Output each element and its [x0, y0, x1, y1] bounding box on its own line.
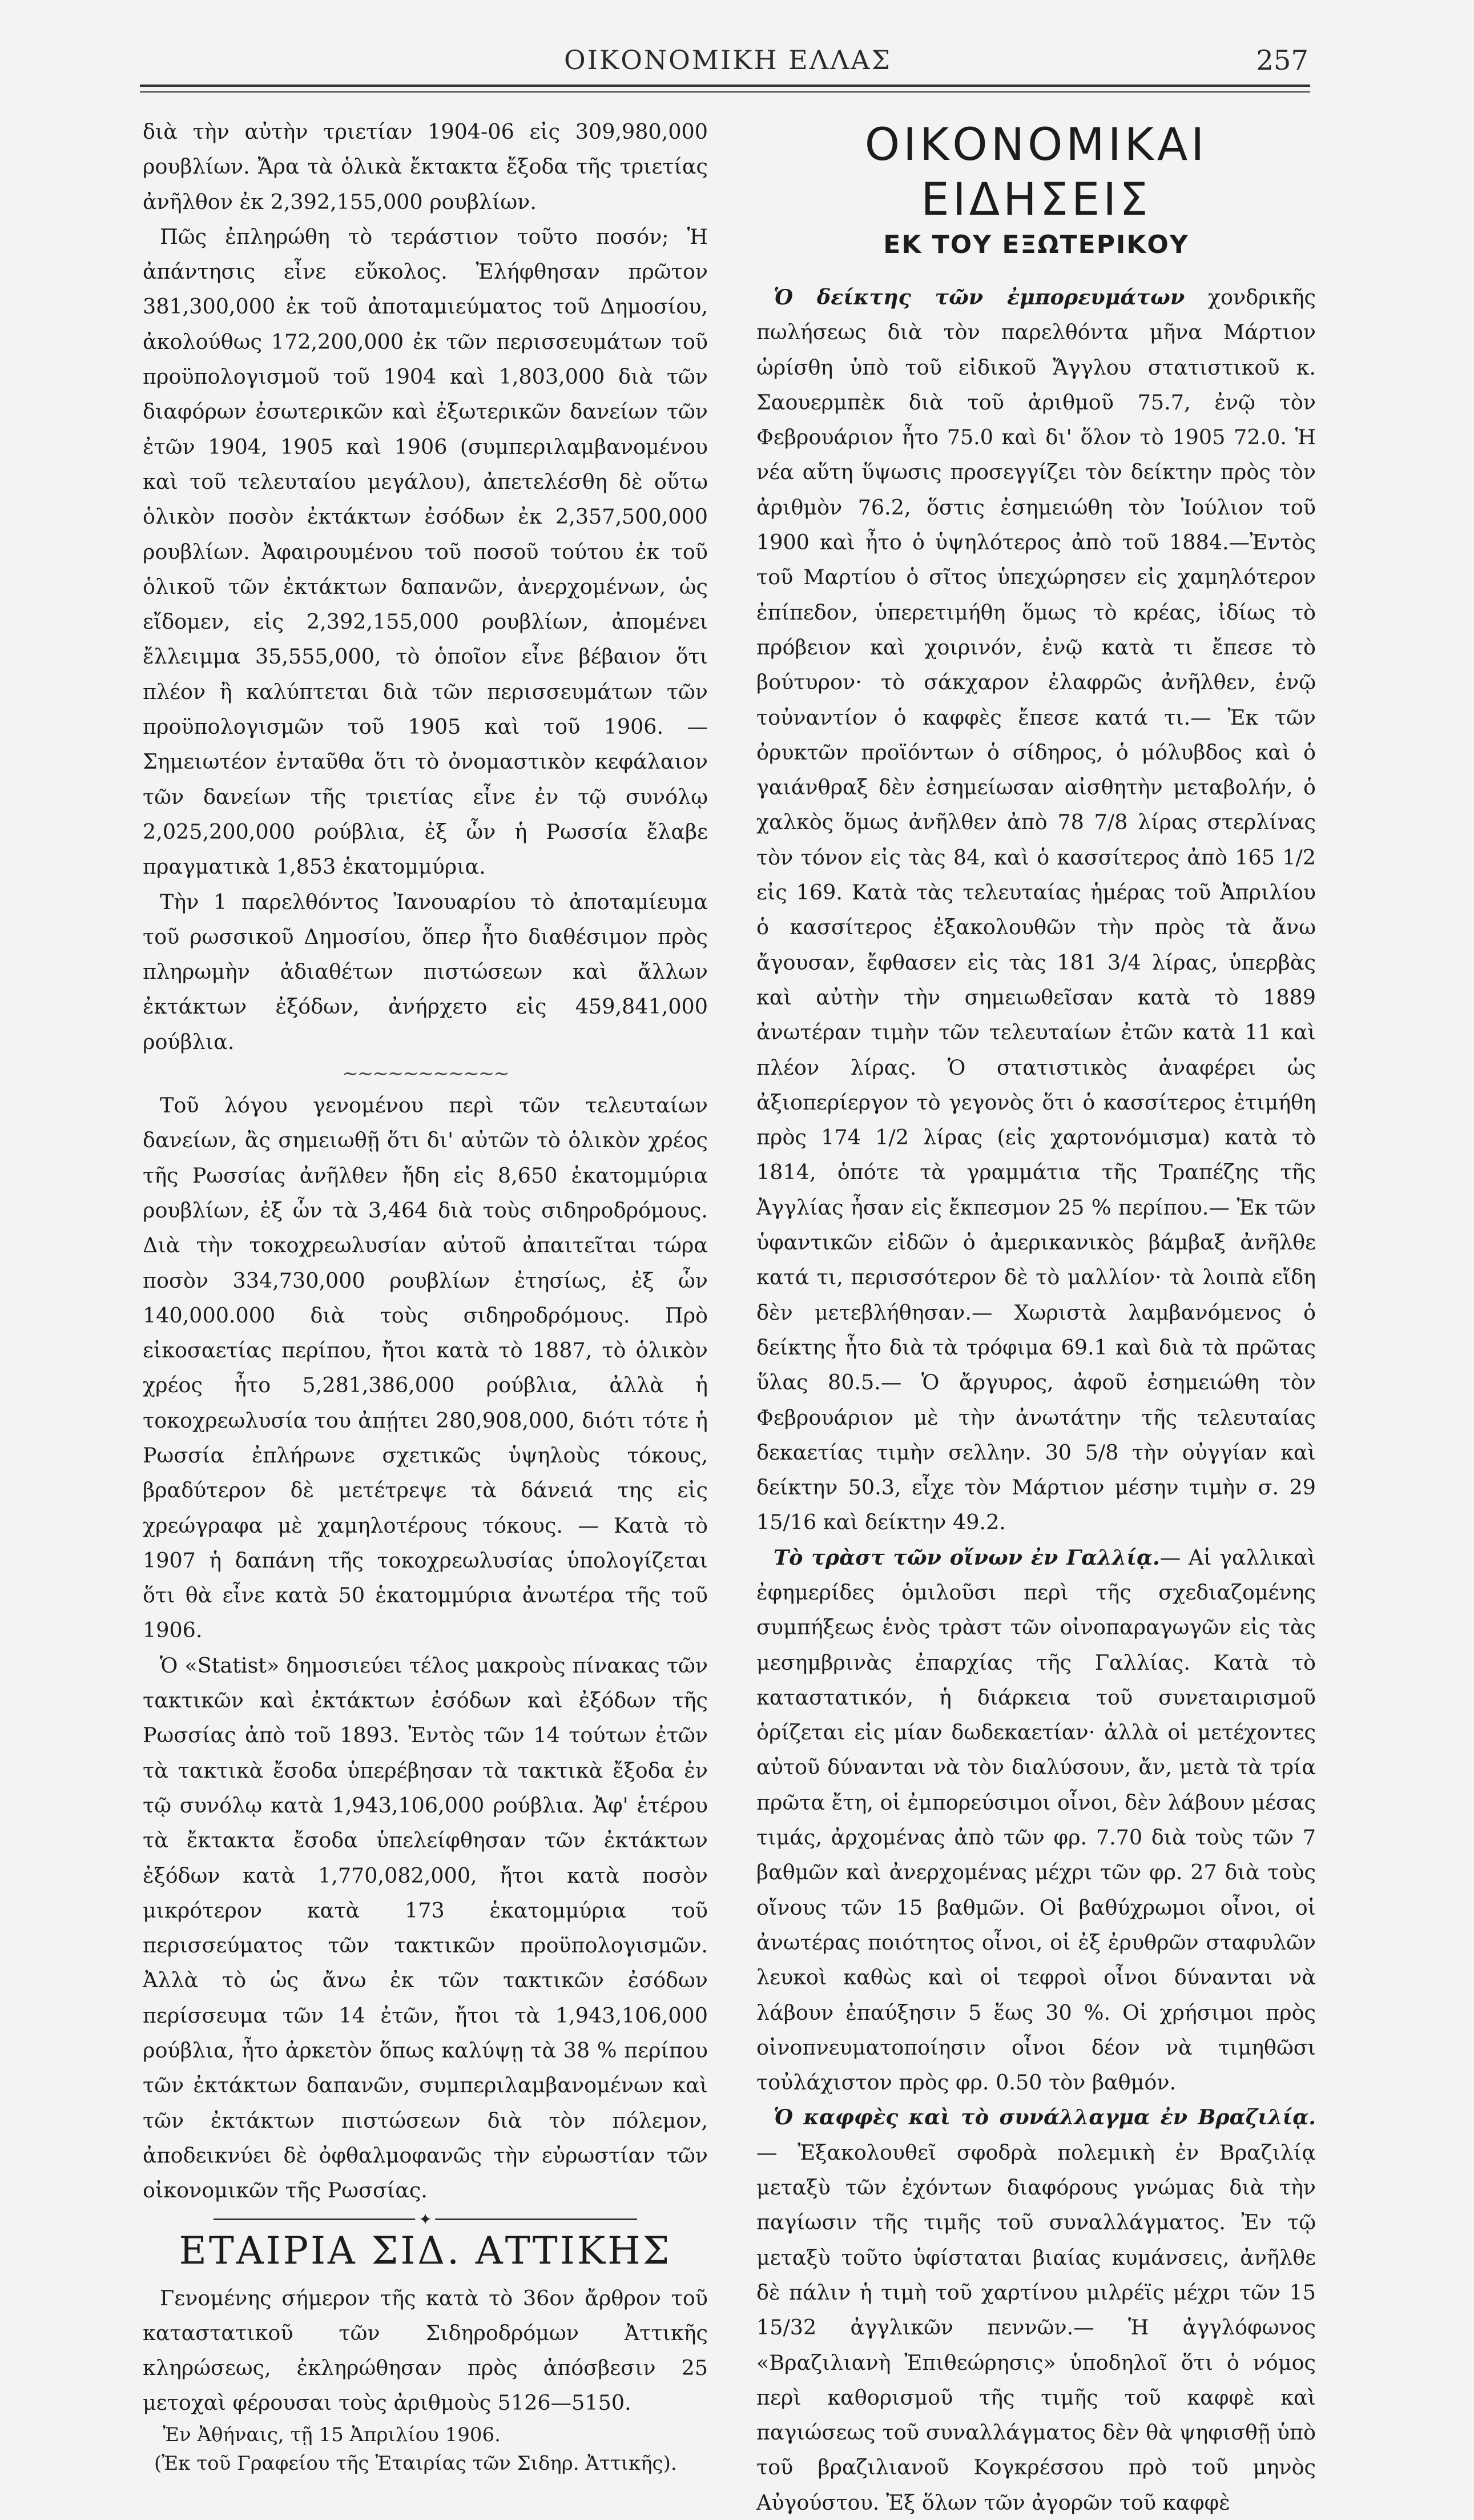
news-item-lead: Ὁ καφφὲς καὶ τὸ συνάλλαγμα ἐν Βραζιλίᾳ.: [774, 2105, 1316, 2130]
news-item-lead: Τὸ τρὰστ τῶν οἴνων ἐν Γαλλίᾳ.: [774, 1545, 1160, 1570]
divider-ornament: ✦: [415, 2210, 435, 2229]
paragraph-national-debt: Τοῦ λόγου γενομένου περὶ τῶν τελευταίων δανείων, ἂς σημειωθῇ ὅτι δι' αὐτῶν τὸ ὁλικὸν χρέος τῆς Ρωσσίας ἀνῆλθεν ἤδη εἰς 8,650 ἑκατομμύρια ρουβλίων, ἐξ ὧν τὰ 3,464 διὰ τοὺς σιδηροδρόμους. Διὰ τὴν τοκοχρεωλυσίαν αὐτοῦ ἀπαιτεῖται τώρα ποσὸν 334,730,000 ρουβλίων ἐτησίως, ἐξ ὧν 140,000.000 διὰ τοὺς σιδηροδρόμους. Πρὸ εἰκοσαετίας περίπου, ἤτοι κατὰ τὸ 1887, τὸ ὁλικὸν χρέος ἦτο 5,281,386,000 ρούβλια, ἀλλὰ ἡ τοκοχρεωλυσία του ἀπῄτει 280,908,000, διότι τότε ἡ Ρωσσία ἐπλήρωνε σχετικῶς ὑψηλοὺς τόκους, βραδύτερον δὲ μετέτρεψε τὰ δάνειά της εἰς χρεώγραφα μὲ χαμηλοτέρους τόκους. — Κατὰ τὸ 1907 ἡ δαπάνη τῆς τοκοχρεωλυσίας ὑπολογίζεται ὅτι θὰ εἶνε κατὰ 50 ἑκατομμύρια ἀνωτέρα τῆς τοῦ 1906.: [143, 1093, 708, 1643]
news-item-brazil-coffee: [756, 2100, 1316, 2520]
paragraph-statist-tables: Ὁ «Statist» δημοσιεύει τέλος μακροὺς πίνακας τῶν τακτικῶν καὶ ἐκτάκτων ἐσόδων καὶ ἐξόδων τῆς Ρωσσίας ἀπὸ τοῦ 1893. Ἐντὸς τῶν 14 τούτων ἐτῶν τὰ τακτικὰ ἔσοδα ὑπερέβησαν τὰ τακτικὰ ἔξοδα ἐν τῷ συνόλῳ κατὰ 1,943,106,000 ρούβλια. Ἀφ' ἑτέρου τὰ ἔκτακτα ἔσοδα ὑπελείφθησαν τῶν ἐκτάκτων ἐξόδων κατὰ 1,770,082,000, ἤτοι κατὰ ποσὸν μικρότερον κατὰ 173 ἑκατομμύρια τοῦ περισσεύματος τῶν τακτικῶν προϋπολογισμῶν. Ἀλλὰ τὸ ὡς ἄνω ἐκ τῶν τακτικῶν ἐσόδων περίσσευμα τῶν 14 ἐτῶν, ἤτοι τὰ 1,943,106,000 ρούβλια, ἦτο ἀρκετὸν ὅπως καλύψῃ τὰ 38 % περίπου τῶν ἐκτάκτων δαπανῶν, συμπεριλαμβανομένων καὶ τῶν ἐκτάκτων πιστώσεων διὰ τὸν πόλεμον, ἀποδεικνύει δὲ ὀφθαλμοφανῶς τὴν εὐρωστίαν τῶν οἰκονομικῶν τῆς Ρωσσίας.: [143, 1653, 708, 2203]
news-item-body: — Αἱ γαλλικαὶ ἐφημερίδες ὁμιλοῦσι περὶ τῆς σχεδιαζομένης συμπήξεως ἑνὸς τρὰστ τῶν οἰνοπαραγωγῶν εἰς τὰς μεσημβρινὰς ἐπαρχίας τῆς Γαλλίας. Κατὰ τὸ καταστατικόν, ἡ διάρκεια τοῦ συνεταιρισμοῦ ὁρίζεται εἰς μίαν δωδεκαετίαν· ἀλλὰ οἱ μετέχοντες αὐτοῦ δύνανται νὰ τὸν διαλύσουν, ἄν, μετὰ τὰ τρία πρῶτα ἔτη, οἱ ἐμπορεύσιμοι οἶνοι, δὲν λάβουν μέσας τιμάς, ἀρχομένας ἀπὸ τῶν φρ. 7.70 διὰ τοὺς τῶν 7 βαθμῶν καὶ ἀνερχομένας μέχρι τῶν φρ. 27 διὰ τοὺς οἴνους τῶν 15 βαθμῶν. Οἱ βαθύχρωμοι οἶνοι, οἱ ἀνωτέρας ποιότητος οἶνοι, οἱ ἐξ ἐρυθρῶν σταφυλῶν λευκοὶ καθὼς καὶ οἱ τεφροὶ οἶνοι δύνανται νὰ λάβουν ἐπαύξησιν 5 ἕως 30 %. Οἱ χρήσιμοι πρὸς οἰνοπνευματοποίησιν οἶνοι δέον νὰ τιμηθῶσι τοὐλάχιστον πρὸς φρ. 0.50 τὸν βαθμόν.: [756, 1545, 1316, 2095]
paragraph-how-paid: Πῶς ἐπληρώθη τὸ τεράστιον τοῦτο ποσόν; Ἡ ἀπάντησις εἶνε εὔκολος. Ἐλήφθησαν πρῶτον 381,300,000 ἐκ τοῦ ἀποταμιεύματος τοῦ Δημοσίου, ἀκολούθως 172,200,000 ἐκ τῶν περισσευμάτων τοῦ προϋπολογισμοῦ τοῦ 1904 καὶ 1,803,000 διὰ τῶν διαφόρων ἐσωτερικῶν καὶ ἐξωτερικῶν δανείων τῶν ἐτῶν 1904, 1905 καὶ 1906 (συμπεριλαμβανομένου καὶ τοῦ τελευταίου μεγάλου), ἀπετελέσθη δὲ οὕτω ὁλικὸν ποσὸν ἐκτάκτων ἐσόδων ἐκ 2,357,500,000 ρουβλίων. Ἀφαιρουμένου τοῦ ποσοῦ τούτου ἐκ τοῦ ὁλικοῦ τῶν ἐκτάκτων δαπανῶν, ἀνερχομένων, ὡς εἴδομεν, εἰς 2,392,155,000 ρουβλίων, ἀπομένει ἔλλειμμα 35,555,000, τὸ ὁποῖον εἶνε βέβαιον ὅτι πλέον ἢ καλύπτεται διὰ τῶν περισσευμάτων τῶν προϋπολογισμῶν τοῦ 1905 καὶ τοῦ 1906. — Σημειωτέον ἐνταῦθα ὅτι τὸ ὀνομαστικὸν κεφάλαιον τῶν δανείων τῆς τριετίας εἶνε ἐν τῷ συνόλῳ 2,025,200,000 ρούβλια, ἐξ ὧν ἡ Ρωσσία ἔλαβε πραγματικὰ 1,853 ἑκατομμύρια.: [143, 224, 708, 879]
section-divider: [214, 2209, 638, 2229]
left-column: [143, 114, 708, 2478]
notice-signature: (Ἐκ τοῦ Γραφείου τῆς Ἐταιρίας τῶν Σιδηρ. Ἀττικῆς).: [154, 2451, 677, 2475]
wavy-divider: ~~~~~~~~~~~: [342, 1062, 509, 1086]
news-item-body: — Ἐξακολουθεῖ σφοδρὰ πολεμικὴ ἐν Βραζιλίᾳ μεταξὺ τῶν ἐχόντων διαφόρους γνώμας διὰ τὴν παγίωσιν τῆς τιμῆς τοῦ συναλλάγματος. Ἐν τῷ μεταξὺ τοῦτο ὑφίσταται βιαίας κυμάνσεις, ἀνῆλθε δὲ πάλιν ἡ τιμὴ τοῦ χαρτίνου μιλρέϊς μέχρι τῶν 15 15/32 ἀγγλικῶν πεννῶν.— Ἡ ἀγγλόφωνος «Βραζιλιανὴ Ἐπιθεώρησις» ὑποδηλοῖ ὅτι ὁ νόμος περὶ καθορισμοῦ τῆς τιμῆς τοῦ καφφὲ καὶ παγιώσεως τοῦ συναλλάγματος δὲν θὰ ψηφισθῇ ὑπὸ τοῦ βραζιλιανοῦ Κογκρέσσου πρὸ τοῦ μηνὸς Αὐγούστου. Ἐξ ὅλων τῶν ἀγορῶν τοῦ καφφὲ: [756, 2140, 1316, 2515]
running-title: ΟΙΚΟΝΟΜΙΚΗ ΕΛΛΑΣ: [563, 45, 892, 75]
notice-date: Ἐν Ἀθήναις, τῇ 15 Ἀπριλίου 1906.: [163, 2423, 501, 2446]
header-rule: [140, 85, 1310, 87]
company-notice-heading: ΕΤΑΙΡΙΑ ΣΙΔ. ΑΤΤΙΚΗΣ: [179, 2228, 672, 2273]
company-notice-text: Γενομένης σήμερον τῆς κατὰ τὸ 36ον ἄρθρον τοῦ καταστατικοῦ τῶν Σιδηροδρόμων Ἀττικῆς κληρώσεως, ἐκληρώθησαν πρὸς ἀπόσβεσιν 25 μετοχαὶ φέρουσαι τοὺς ἀριθμοὺς 5126—5150.: [143, 2285, 708, 2415]
page-number: 257: [1256, 45, 1308, 77]
section-subtitle: ΕΚ ΤΟΥ ΕΞΩΤΕΡΙΚΟΥ: [883, 230, 1189, 259]
paragraph-treasury-reserve: Τὴν 1 παρελθόντος Ἰανουαρίου τὸ ἀποταμίευμα τοῦ ρωσσικοῦ Δημοσίου, ὅπερ ἦτο διαθέσιμον πρὸς πληρωμὴν ἀδιαθέτων πιστώσεων καὶ ἄλλων ἐκτάκτων ἐξόδων, ἀνήρχετο εἰς 459,841,000 ρούβλια.: [143, 889, 708, 1054]
news-item-price-index: [756, 280, 1316, 1540]
right-column: [756, 114, 1316, 2520]
header-rule-thin: [140, 91, 1310, 93]
news-item-lead: Ὁ δείκτης τῶν ἐμπορευμάτων: [774, 285, 1185, 310]
paragraph-expenses-total: διὰ τὴν αὐτὴν τριετίαν 1904-06 εἰς 309,980,000 ρουβλίων. Ἄρα τὰ ὁλικὰ ἔκτακτα ἔξοδα τῆς τριετίας ἀνῆλθον ἐκ 2,392,155,000 ρουβλίων.: [143, 119, 708, 214]
news-item-wine-trust: [756, 1540, 1316, 2100]
section-title: ΟΙΚΟΝΟΜΙΚΑΙ ΕΙΔΗΣΕΙΣ: [864, 119, 1208, 226]
news-item-body: χονδρικῆς πωλήσεως διὰ τὸν παρελθόντα μῆνα Μάρτιον ὡρίσθη ὑπὸ τοῦ εἰδικοῦ Ἄγγλου στατιστικοῦ κ. Σαουερμπὲκ διὰ τοῦ ἀριθμοῦ 75.7, ἐνῷ τὸν Φεβρουάριον ἦτο 75.0 καὶ δι' ὅλον τὸ 1905 72.0. Ἡ νέα αὕτη ὕψωσις προσεγγίζει τὸν δείκτην πρὸς τὸν ἀριθμὸν 76.2, ὅστις ἐσημειώθη τὸν Ἰούλιον τοῦ 1900 καὶ ἦτο ὁ ὑψηλότερος ἀπὸ τοῦ 1884.—Ἐντὸς τοῦ Μαρτίου ὁ σῖτος ὑπεχώρησεν εἰς χαμηλότερον ἐπίπεδον, ὑπερετιμήθη ὅμως τὸ κρέας, ἰδίως τὸ πρόβειον καὶ χοιρινόν, ἐνῷ κατὰ τι ἔπεσε τὸ βούτυρον· τὸ σάκχαρον ἐλαφρῶς ἀνῆλθεν, ἐνῷ τοὐναντίον ὁ καφφὲς ἔπεσε κατά τι.— Ἐκ τῶν ὀρυκτῶν προϊόντων ὁ σίδηρος, ὁ μόλυβδος καὶ ὁ γαιάνθραξ δὲν ἐσημείωσαν αἰσθητὴν μεταβολήν, ὁ χαλκὸς ὅμως ἀνῆλθεν ἀπὸ 78 7/8 λίρας στερλίνας τὸν τόνον εἰς τὰς 84, καὶ ὁ κασσίτερος ἀπὸ 165 1/2 εἰς 169. Κατὰ τὰς τελευταίας ἡμέρας τοῦ Ἀπριλίου ὁ κασσίτερος ἐξακολουθῶν τὴν πρὸς τὰ ἄνω ἄγουσαν, ἔφθασεν εἰς τὰς 181 3/4 λίρας, ὑπερβὰς καὶ αὐτὴν τὴν σημειωθεῖσαν κατὰ τὸ 1889 ἀνωτέραν τιμὴν τῶν τελευταίων ἐτῶν κατὰ 11 καὶ πλέον λίρας. Ὁ στατιστικὸς ἀναφέρει ὡς ἀξιοπερίεργον τὸ γεγονὸς ὅτι ὁ κασσίτερος ἐτιμήθη πρὸς 174 1/2 λίρας (εἰς χαρτονόμισμα) κατὰ τὸ 1814, ὁπότε τὰ γραμμάτια τῆς Τραπέζης τῆς Ἀγγλίας ἦσαν εἰς ἔκπεσμον 25 % περίπου.— Ἐκ τῶν ὑφαντικῶν εἰδῶν ὁ ἀμερικανικὸς βάμβαξ ἀνῆλθε κατά τι, περισσότερον δὲ τὸ μαλλίον· τὰ λοιπὰ εἴδη δὲν μετεβλήθησαν.— Χωριστὰ λαμβανόμενος ὁ δείκτης ἦτο διὰ τὰ τρόφιμα 69.1 καὶ διὰ τὰ πρῶτας ὕλας 80.5.— Ὁ ἄργυρος, ἀφοῦ ἐσημειώθη τὸν Φεβρουάριον μὲ τὴν ἀνωτάτην τῆς τελευταίας δεκαετίας τιμὴν σελλην. 30 5/8 τὴν οὐγγίαν καὶ δείκτην 50.3, εἶχε τὸν Μάρτιον μέσην τιμὴν σ. 29 15/16 καὶ δείκτην 49.2.: [756, 285, 1316, 1535]
